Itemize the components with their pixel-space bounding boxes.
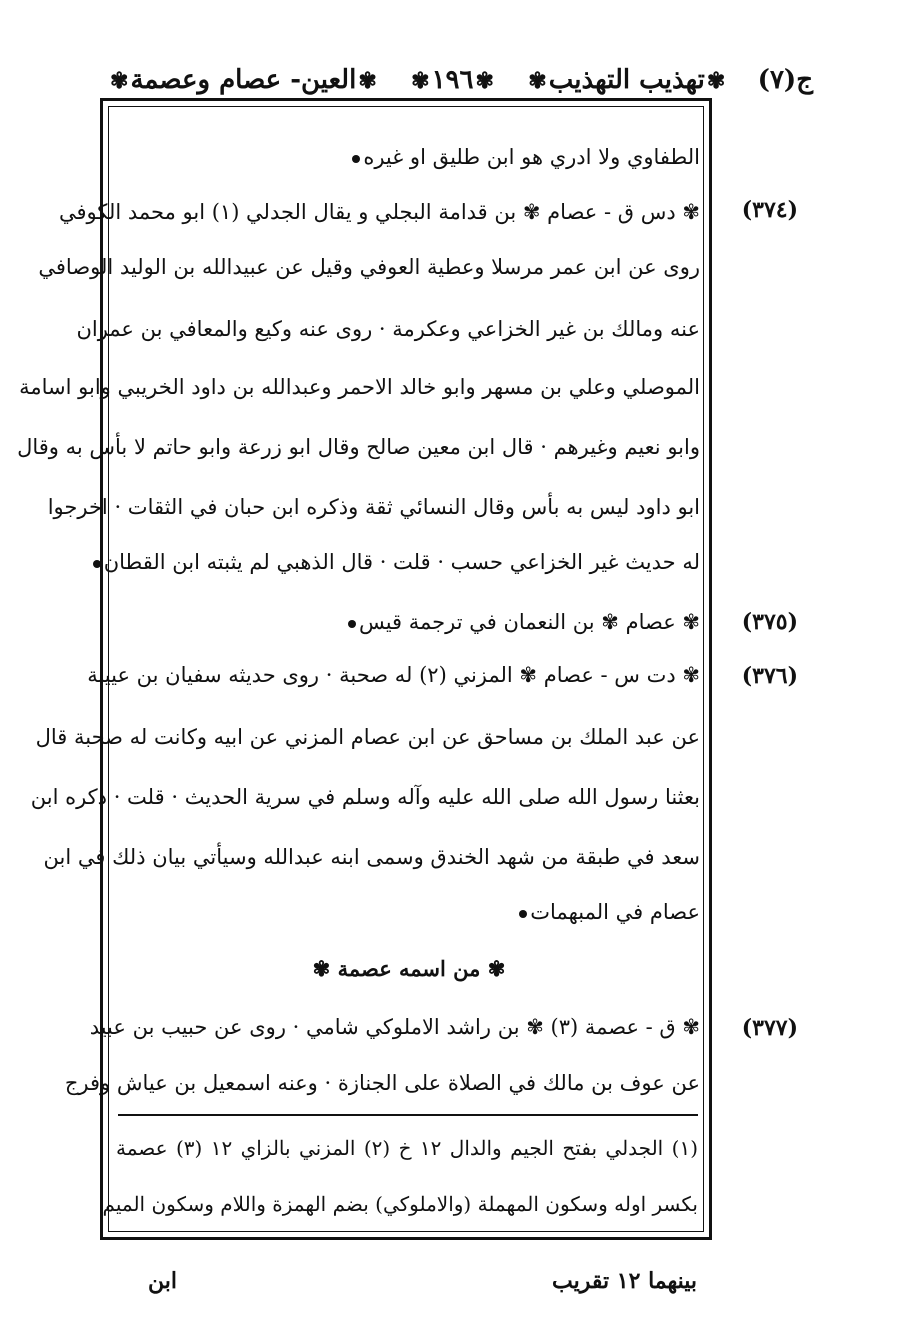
- header-volume: ج(٧): [757, 65, 813, 95]
- entry-number: (٣٧٥): [741, 609, 798, 635]
- catchword: ابن: [148, 1268, 177, 1294]
- text-line: له حديث غير الخزاعي حسب · قلت · قال الذهبي لم يثبته ابن القطان: [118, 540, 700, 584]
- signature-mark: بينهما ١٢ تقريب: [552, 1268, 698, 1294]
- text-line: عن عبد الملك بن مساحق عن ابن عصام المزني عن ابيه وكانت له صحبة قال: [35, 725, 700, 749]
- entry-number: (٣٧٦): [741, 663, 798, 689]
- text-line: ابو داود ليس به بأس وقال النسائي ثقة وذكره ابن حبان في الثقات · اخرجوا: [47, 495, 700, 519]
- entry-number: (٣٧٤): [741, 197, 798, 223]
- footnote-line: بكسر اوله وسكون المهملة (والاملوكي) بضم الهمزة واللام وسكون الميم: [102, 1192, 698, 1216]
- text-line: ✾ دت س - عصام ✾ المزني (٢) له صحبة · روى حديثه سفيان بن عيينة: [87, 663, 700, 687]
- text-line: عصام في المبهمات: [118, 890, 700, 934]
- text-line: روى عن ابن عمر مرسلا وعطية العوفي وقيل عن عبيدالله بن الوليد الوصافي: [38, 255, 700, 279]
- running-header: [108, 60, 813, 100]
- text-line: بعثنا رسول الله صلى الله عليه وآله وسلم في سرية الحديث · قلت · ذكره ابن: [30, 785, 700, 809]
- text-line: الطفاوي ولا ادري هو ابن طليق او غيره: [118, 135, 700, 179]
- section-heading: ✾ من اسمه عصمة ✾: [312, 956, 506, 981]
- text-line: سعد في طبقة من شهد الخندق وسمى ابنه عبدالله وسيأتي بيان ذلك في ابن: [43, 845, 700, 869]
- text-line: وابو نعيم وغيرهم · قال ابن معين صالح وقال ابو زرعة وابو حاتم لا بأس به وقال: [17, 435, 700, 459]
- entry-number: (٣٧٧): [741, 1015, 798, 1041]
- footnote-separator: [118, 1114, 698, 1116]
- text-line: ✾ ق - عصمة (٣) ✾ بن راشد الاملوكي شامي · روى عن حبيب بن عبيد: [89, 1015, 700, 1039]
- header-book-title: ✾تهذيب التهذيب✾: [528, 65, 726, 95]
- text-line: عنه ومالك بن غير الخزاعي وعكرمة · روى عنه وكيع والمعافي بن عمران: [76, 317, 700, 341]
- text-line: ✾ دس ق - عصام ✾ بن قدامة البجلي و يقال الجدلي (١) ابو محمد الكوفي: [58, 200, 700, 224]
- header-page-number: ✾١٩٦✾: [411, 65, 494, 95]
- footnote-line: (١) الجدلي بفتح الجيم والدال ١٢ خ (٢) المزني بالزاي ١٢ (٣) عصمة: [116, 1136, 698, 1160]
- text-line: الموصلي وعلي بن مسهر وابو خالد الاحمر وعبدالله بن داود الخريبي وابو اسامة: [19, 375, 700, 399]
- text-line: ✾ عصام ✾ بن النعمان في ترجمة قيس: [118, 600, 700, 644]
- text-line: عن عوف بن مالك في الصلاة على الجنازة · وعنه اسمعيل بن عياش وفرج: [64, 1071, 700, 1095]
- header-section: ✾العين- عصام وعصمة✾: [110, 65, 377, 95]
